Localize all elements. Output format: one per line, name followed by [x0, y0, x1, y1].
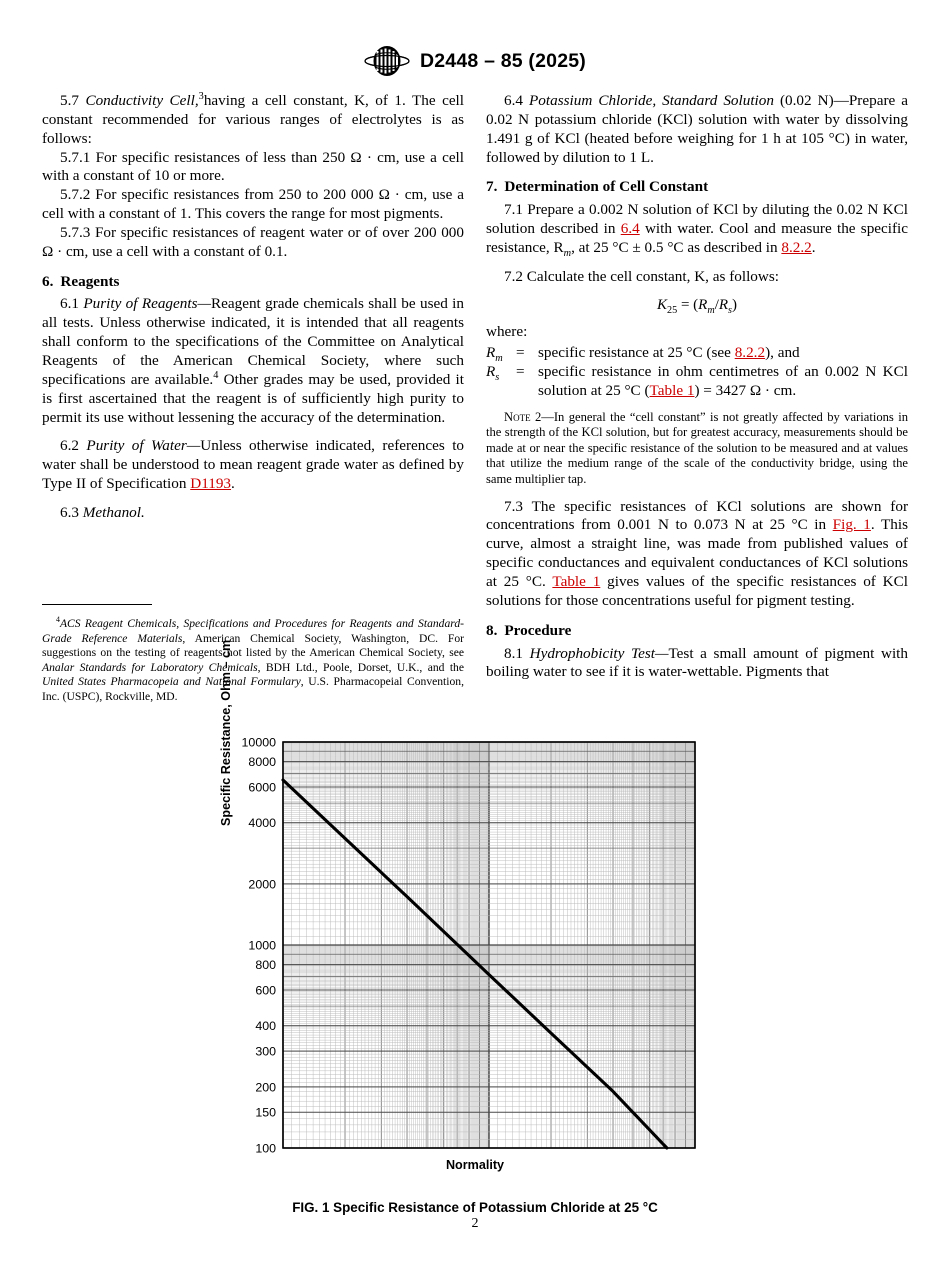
paragraph-5-7: [42, 92, 464, 149]
formula-rs: R: [718, 296, 729, 313]
link-table-1-b[interactable]: Table 1: [552, 572, 601, 590]
clause-title-6-2: Purity of Water—: [86, 437, 201, 455]
svg-text:0.001: [267, 1154, 298, 1155]
paragraph-spacer: [486, 488, 908, 498]
clause-number-6-1: 6.1: [60, 295, 79, 313]
formula-rm: R: [698, 296, 708, 313]
heading-8-procedure: [486, 622, 908, 641]
standard-designation: D2448 – 85 (2025): [419, 49, 587, 72]
note-body: 2—In general the “cell constant” is not greatly affected by variations in the strength of the KCl solution, but for greatest accuracy, measurements should be made at or near the specific resistance of the solution to be measured and at values that utilize the medium range of the scale of the conductivity bridge, using the same multiplier tap.: [486, 409, 908, 486]
definition-row: [486, 363, 908, 401]
clause-number-6-4: 6.4: [504, 92, 523, 109]
heading-6-title: Reagents: [60, 272, 120, 290]
heading-8-title: Procedure: [504, 621, 572, 639]
clause-body-7-3-a: The specific resistances of KCl solutions are shown for concentrations from 0.001 N to 0.073 N at 25 °C in: [486, 497, 908, 534]
clause-body-7-1-b: with water. Cool and measure the specific resistance, R: [486, 220, 909, 256]
clause-body-7-1-d: .: [811, 238, 816, 256]
clause-body-7-3-c: gives values of the specific resistances of KCl solutions for those concentrations useful for pigment testing.: [486, 572, 908, 609]
subscript-m: m: [563, 247, 572, 259]
svg-text:6000: 6000: [248, 780, 276, 795]
paragraph-5-7-3: 5.7.3 For specific resistances of reagent water or of over 200 000 Ω · cm, use a cell with a constant of 0.1.: [42, 223, 464, 260]
right-column: [486, 92, 908, 682]
paragraph-5-7-1: 5.7.1 For specific resistances of less than 250 Ω · cm, use a cell with a constant of 10 or more.: [42, 148, 464, 185]
heading-6-number: 6.: [42, 272, 54, 290]
svg-text:0.10: [683, 1154, 707, 1155]
formula-close-paren: ): [732, 296, 737, 313]
footnote-title-a: ACS Reagent Chemicals, Specifications and Procedures for Reagents and Standard-Grade Reference Materials: [42, 617, 464, 645]
link-clause-6-4[interactable]: 6.4: [620, 220, 640, 238]
definition-symbol-rs: $R_s$: [486, 362, 500, 383]
clause-body-7-2: Calculate the cell constant, K, as follows:: [522, 267, 779, 285]
svg-text:0.04: [601, 1154, 625, 1155]
footnote-title-c: United States Pharmacopeia and National Formulary: [42, 675, 301, 689]
heading-6-reagents: [42, 273, 464, 292]
clause-title-6-3: Methanol.: [82, 503, 145, 521]
svg-text:150: 150: [255, 1105, 276, 1120]
svg-text:600: 600: [255, 983, 276, 998]
footnote-text-b: , BDH Ltd., Poole, Dorset, U.K., and the: [257, 660, 464, 674]
link-fig-1[interactable]: Fig. 1: [832, 516, 871, 534]
footnote-number: 4: [56, 615, 60, 625]
paragraph-spacer: [486, 258, 908, 268]
paragraph-6-2: [42, 437, 464, 494]
clause-body-6-4: (0.02 N)—Prepare a 0.02 N potassium chloride (KCl) solution with water by dissolving 1.491 g of KCl (heated before weighing for 1 h at 105 °C) in water, followed by dilution to 1 L.: [486, 92, 909, 166]
formula-slash: /: [714, 296, 719, 313]
formula-equals: = (: [677, 296, 699, 313]
heading-7-cell-constant: [486, 178, 908, 197]
formula-k-subscript: 25: [667, 304, 678, 316]
footnote-text-c: , U.S. Pharmacopeial Convention, Inc. (USPC), Rockville, MD.: [42, 675, 464, 703]
clause-title-8-1: Hydrophobicity Test—: [529, 644, 669, 662]
clause-number-5-7: 5.7: [60, 92, 79, 109]
footnote-marker-3: 3: [198, 90, 204, 102]
svg-text:0.002: [330, 1154, 361, 1155]
x-axis-label: Normality: [445, 1158, 505, 1172]
link-table-1[interactable]: Table 1: [649, 381, 695, 399]
specific-resistance-chart: [225, 730, 725, 1155]
note-label: Note: [504, 409, 531, 424]
where-label: where:: [486, 323, 528, 341]
clause-number-6-2: 6.2: [60, 437, 79, 455]
paragraph-6-1: [42, 295, 464, 427]
link-clause-8-2-2[interactable]: 8.2.2: [781, 238, 812, 256]
clause-body-7-1-c: , at 25 °C ± 0.5 °C as described in: [571, 238, 782, 256]
footnote-separator-rule: [42, 604, 152, 605]
clause-body-6-2-a: Unless otherwise indicated, references to water shall be understood to mean reagent grade water as defined by Type II of Specification: [42, 437, 465, 493]
y-axis-label: Specific Resistance, Ohm – cm: [219, 639, 233, 826]
svg-text:0.004: [392, 1154, 423, 1155]
paragraph-5-7-2: 5.7.2 For specific resistances from 250 to 200 000 Ω · cm, use a cell with a constant of 1. This covers the range for most pigments.: [42, 186, 464, 223]
footnote-title-b: Analar Standards for Laboratory Chemicals: [42, 660, 258, 674]
heading-8-number: 8.: [486, 621, 498, 639]
clause-body-6-1-b: Other grades may be used, provided it is first ascertained that the reagent is of sufficiently high purity to permit its use without lessening the accuracy of the determination.: [42, 370, 464, 426]
paragraph-6-3: [42, 504, 464, 523]
clause-number-7-2: 7.2: [504, 267, 523, 285]
link-clause-8-2-2-def[interactable]: 8.2.2: [734, 344, 766, 362]
svg-text:1000: 1000: [248, 938, 276, 953]
svg-text:400: 400: [255, 1019, 276, 1034]
svg-text:0.01: [477, 1154, 501, 1155]
svg-text:800: 800: [255, 958, 276, 973]
clause-body-6-2-b: .: [231, 475, 235, 493]
definition-row: [486, 344, 908, 363]
definition-text-rm: specific resistance at 25 °C (see 8.2.2), and: [538, 344, 800, 362]
paragraph-7-3: [486, 498, 908, 611]
page-number: 2: [471, 1216, 479, 1231]
clause-body-7-1-a: Prepare a 0.002 N solution of KCl by diluting the 0.02 N KCl solution described in: [486, 201, 908, 238]
paragraph-6-4: [486, 92, 908, 167]
paragraph-spacer: [42, 427, 464, 437]
formula-rm-subscript: m: [707, 304, 715, 316]
astm-logo: [364, 44, 410, 78]
paragraph-8-1: [486, 645, 908, 683]
svg-text:10000: 10000: [241, 735, 276, 750]
clause-body-7-3-b: . This curve, almost a straight line, was made from published values of specific conductances and equivalent conductances of KCl solutions at 25 °C.: [486, 516, 909, 590]
clause-body-5-7: having a cell constant, K, of 1. The cell constant recommended for various ranges of electrolytes is as follows:: [42, 92, 464, 147]
definition-list: [486, 344, 908, 401]
heading-7-number: 7.: [486, 178, 498, 196]
formula-cell-constant: [486, 296, 908, 315]
page-header: [0, 44, 950, 78]
definition-equals: =: [516, 362, 525, 380]
svg-text:100: 100: [255, 1141, 276, 1155]
clause-number-7-3: 7.3: [504, 497, 523, 515]
svg-text:4000: 4000: [248, 816, 276, 831]
definition-symbol-rm: $R_m$: [486, 344, 503, 365]
note-2: [486, 410, 908, 488]
clause-number-6-3: 6.3: [60, 503, 79, 521]
svg-text:300: 300: [255, 1044, 276, 1059]
paragraph-7-1: [486, 201, 908, 258]
footnote-marker-4: 4: [213, 369, 219, 381]
clause-body-6-1-a: Reagent grade chemicals shall be used in all tests. Unless otherwise indicated, it is intended that all reagents shall conform to the specifications of the Committee on Analytical Reagents of the American Chemical Society, where such specifications are available.: [42, 295, 464, 388]
clause-title-5-7: Conductivity Cell,: [85, 92, 199, 109]
clause-title-6-4: Potassium Chloride, Standard Solution: [529, 92, 774, 109]
clause-title-6-1: Purity of Reagents—: [83, 295, 211, 313]
svg-text:2000: 2000: [248, 877, 276, 892]
clause-number-7-1: 7.1: [504, 201, 523, 219]
left-column: [42, 92, 464, 523]
formula-k: K: [656, 296, 667, 313]
link-d1193[interactable]: D1193: [190, 475, 232, 493]
clause-body-8-1: Test a small amount of pigment with boiling water to see if it is water-wettable. Pigments that: [486, 644, 908, 681]
svg-text:8000: 8000: [248, 755, 276, 770]
footnote-4: [42, 617, 464, 705]
svg-text:0.02: [539, 1154, 563, 1155]
paragraph-spacer: [42, 494, 464, 504]
clause-number-8-1: 8.1: [504, 644, 523, 662]
svg-text:200: 200: [255, 1080, 276, 1095]
paragraph-7-2: [486, 268, 908, 287]
heading-7-title: Determination of Cell Constant: [504, 178, 709, 196]
figure-caption: FIG. 1 Specific Resistance of Potassium Chloride at 25 °C: [292, 1200, 658, 1215]
footnote-text-a: , American Chemical Society, Washington, DC. For suggestions on the testing of reagents not listed by the American Chemical Society, see: [42, 631, 464, 660]
definition-equals: =: [516, 344, 525, 362]
formula-rs-subscript: s: [728, 304, 732, 316]
definition-text-rs: specific resistance in ohm centimetres of an 0.002 N KCl solution at 25 °C (Table 1) = 3427 Ω · cm.: [538, 362, 908, 399]
